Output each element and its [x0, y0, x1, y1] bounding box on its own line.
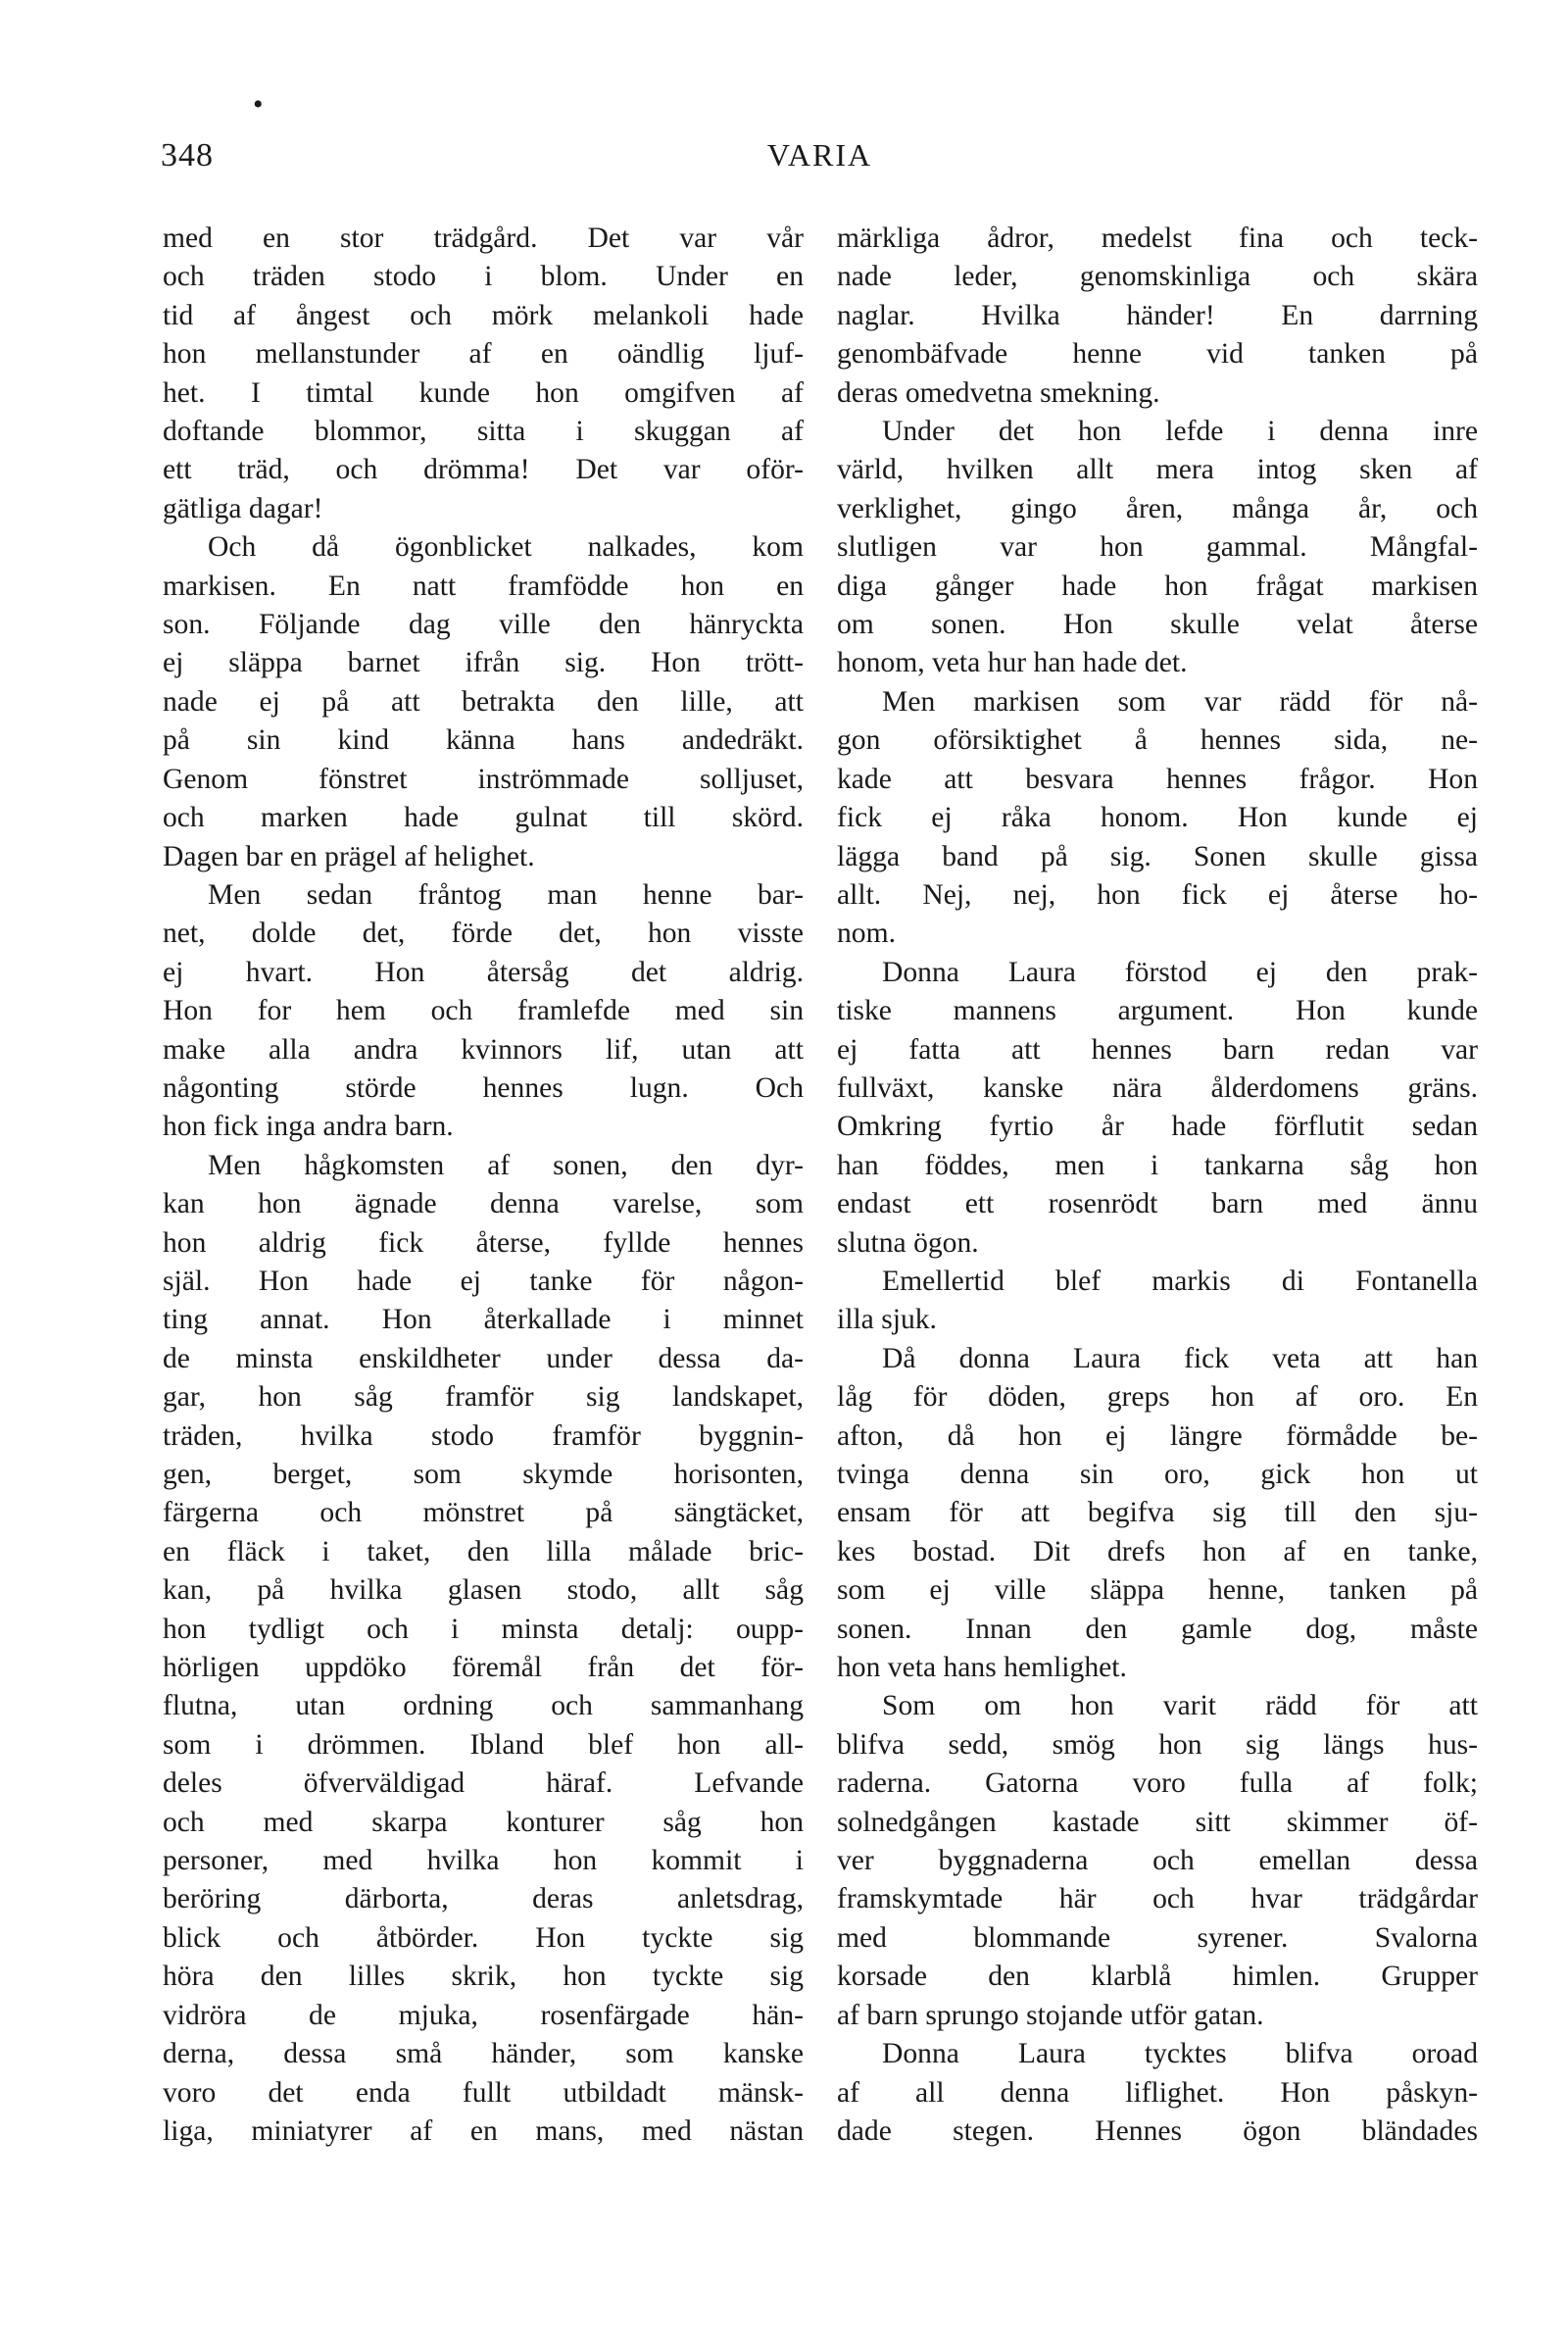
text-line: höra den lilles skrik, hon tyckte sig: [163, 1961, 804, 1993]
text-line: make alla andra kvinnors lif, utan att: [163, 1033, 804, 1066]
text-line: afton, då hon ej längre förmådde be-: [837, 1419, 1478, 1452]
text-line: Men markisen som var rädd för nå-: [882, 685, 1478, 718]
text-line: hon tydligt och i minsta detalj: oupp-: [163, 1613, 804, 1645]
text-line: tiske mannens argument. Hon kunde: [837, 995, 1478, 1027]
text-line: tid af ångest och mörk melankoli hade: [163, 299, 804, 331]
text-line: dade stegen. Hennes ögon bländades: [837, 2114, 1478, 2147]
text-line: Donna Laura förstod ej den prak-: [882, 956, 1478, 988]
text-line: färgerna och mönstret på sängtäcket,: [163, 1497, 804, 1529]
text-line: af barn sprungo stojande utför gatan.: [837, 1999, 1264, 2031]
text-line: raderna. Gatorna voro fulla af folk;: [837, 1767, 1478, 1800]
page-header: [161, 137, 1479, 186]
page-number: 348: [161, 137, 214, 174]
text-line: märkliga ådror, medelst fina och teck-: [837, 223, 1478, 254]
text-line: Men sedan fråntog man henne bar-: [208, 878, 804, 911]
text-line: träden, hvilka stodo framför byggnin-: [163, 1419, 804, 1452]
text-line: lägga band på sig. Sonen skulle gissa: [837, 840, 1478, 872]
text-line: doftande blommor, sitta i skuggan af: [163, 416, 804, 448]
running-head: VARIA: [766, 137, 873, 173]
text-line: tvinga denna sin oro, gick hon ut: [837, 1459, 1478, 1490]
text-line: naglar. Hvilka händer! En darrning: [837, 299, 1478, 331]
text-line: deles öfverväldigad häraf. Lefvande: [163, 1767, 804, 1800]
text-line: Hon for hem och framlefde med sin: [163, 995, 804, 1027]
text-line: endast ett rosenrödt barn med ännu: [837, 1188, 1478, 1220]
text-line: Dagen bar en prägel af helighet.: [163, 840, 535, 872]
text-line: honom, veta hur han hade det.: [837, 647, 1188, 679]
text-line: Omkring fyrtio år hade förflutit sedan: [837, 1111, 1478, 1143]
text-line: Som om hon varit rädd för att: [882, 1690, 1478, 1722]
text-line: ej släppa barnet ifrån sig. Hon trött-: [163, 647, 804, 679]
text-line: Då donna Laura fick veta att han: [882, 1342, 1478, 1374]
text-line: kade att besvara hennes frågor. Hon: [837, 763, 1478, 795]
text-line: af all denna liflighet. Hon påskyn-: [837, 2076, 1478, 2109]
text-line: markisen. En natt framfödde hon en: [163, 570, 804, 602]
text-line: kan hon ägnade denna varelse, som: [163, 1188, 804, 1220]
text-line: ensam för att begifva sig till den sju-: [837, 1497, 1478, 1529]
text-line: fick ej råka honom. Hon kunde ej: [837, 802, 1478, 834]
text-line: flutna, utan ordning och sammanhang: [163, 1690, 804, 1722]
text-line: beröring därborta, deras anletsdrag,: [163, 1883, 804, 1915]
text-line: och träden stodo i blom. Under en: [163, 261, 804, 293]
text-line: kan, på hvilka glasen stodo, allt såg: [163, 1574, 804, 1607]
text-line: han föddes, men i tankarna såg hon: [837, 1149, 1478, 1181]
text-line: Donna Laura tycktes blifva oroad: [882, 2038, 1478, 2070]
text-line: gen, berget, som skymde horisonten,: [163, 1459, 804, 1490]
text-line: blifva sedd, smög hon sig längs hus-: [837, 1728, 1478, 1761]
text-line: Emellertid blef markis di Fontanella: [882, 1265, 1478, 1297]
text-line: som ej ville släppa henne, tanken på: [837, 1574, 1478, 1607]
left-text-column: [163, 220, 804, 2151]
text-line: blick och åtbörder. Hon tyckte sig: [163, 1921, 804, 1954]
text-line: en fläck i taket, den lilla målade bric-: [163, 1535, 804, 1567]
text-line: på sin kind känna hans andedräkt.: [163, 724, 804, 757]
text-line: ej hvart. Hon återsåg det aldrig.: [163, 956, 804, 988]
text-line: slutligen var hon gammal. Mångfal-: [837, 531, 1478, 564]
text-line: deras omedvetna smekning.: [837, 376, 1160, 409]
text-line: ej fatta att hennes barn redan var: [837, 1033, 1478, 1066]
text-line: med en stor trädgård. Det var vår: [163, 223, 804, 254]
text-line: net, dolde det, förde det, hon visste: [163, 918, 804, 950]
text-line: allt. Nej, nej, hon fick ej återse ho-: [837, 878, 1478, 911]
text-line: gon oförsiktighet å hennes sida, ne-: [837, 724, 1478, 757]
text-line: solnedgången kastade sitt skimmer öf-: [837, 1806, 1478, 1838]
text-line: fullväxt, kanske nära ålderdomens gräns.: [837, 1071, 1478, 1104]
text-line: framskymtade här och hvar trädgårdar: [837, 1883, 1478, 1915]
text-line: diga gånger hade hon frågat markisen: [837, 570, 1478, 602]
text-line: Genom fönstret inströmmade solljuset,: [163, 763, 804, 795]
text-line: och marken hade gulnat till skörd.: [163, 802, 804, 834]
text-line: ver byggnaderna och emellan dessa: [837, 1845, 1478, 1877]
text-line: derna, dessa små händer, som kanske: [163, 2038, 804, 2070]
text-line: hon mellanstunder af en oändlig ljuf-: [163, 338, 804, 371]
stray-mark: •: [253, 88, 264, 121]
text-line: nade leder, genomskinliga och skära: [837, 261, 1478, 293]
text-line: gar, hon såg framför sig landskapet,: [163, 1381, 804, 1414]
text-line: med blommande syrener. Svalorna: [837, 1921, 1478, 1954]
right-text-column: [837, 220, 1478, 2151]
text-line: själ. Hon hade ej tanke för någon-: [163, 1265, 804, 1297]
text-line: ett träd, och drömma! Det var oför-: [163, 454, 804, 486]
text-line: genombäfvade henne vid tanken på: [837, 338, 1478, 371]
text-line: hörligen uppdöko föremål från det för-: [163, 1652, 804, 1684]
text-line: Men hågkomsten af sonen, den dyr-: [208, 1149, 804, 1181]
text-line: vidröra de mjuka, rosenfärgade hän-: [163, 1999, 804, 2031]
text-line: som i drömmen. Ibland blef hon all-: [163, 1728, 804, 1761]
text-line: Under det hon lefde i denna inre: [882, 416, 1478, 448]
text-line: gätliga dagar!: [163, 492, 323, 524]
text-line: korsade den klarblå himlen. Grupper: [837, 1961, 1478, 1993]
text-line: hon veta hans hemlighet.: [837, 1652, 1127, 1684]
text-line: slutna ögon.: [837, 1226, 979, 1259]
text-line: verklighet, gingo åren, många år, och: [837, 492, 1478, 524]
text-line: liga, miniatyrer af en mans, med nästan: [163, 2114, 804, 2147]
text-line: de minsta enskildheter under dessa da-: [163, 1342, 804, 1374]
text-line: någonting störde hennes lugn. Och: [163, 1071, 804, 1104]
text-line: voro det enda fullt utbildadt mänsk-: [163, 2076, 804, 2109]
text-line: illa sjuk.: [837, 1304, 937, 1336]
text-line: Och då ögonblicket nalkades, kom: [208, 531, 804, 564]
text-line: ting annat. Hon återkallade i minnet: [163, 1304, 804, 1336]
text-line: nade ej på att betrakta den lille, att: [163, 685, 804, 718]
text-line: hon fick inga andra barn.: [163, 1111, 454, 1143]
text-line: värld, hvilken allt mera intog sken af: [837, 454, 1478, 486]
text-line: låg för döden, greps hon af oro. En: [837, 1381, 1478, 1414]
text-line: och med skarpa konturer såg hon: [163, 1806, 804, 1838]
text-line: sonen. Innan den gamle dog, måste: [837, 1613, 1478, 1645]
text-line: het. I timtal kunde hon omgifven af: [163, 376, 804, 409]
text-line: nom.: [837, 918, 897, 950]
text-line: personer, med hvilka hon kommit i: [163, 1845, 804, 1877]
text-line: kes bostad. Dit drefs hon af en tanke,: [837, 1535, 1478, 1567]
text-line: om sonen. Hon skulle velat återse: [837, 609, 1478, 641]
text-line: hon aldrig fick återse, fyllde hennes: [163, 1226, 804, 1259]
text-line: son. Följande dag ville den hänryckta: [163, 609, 804, 641]
